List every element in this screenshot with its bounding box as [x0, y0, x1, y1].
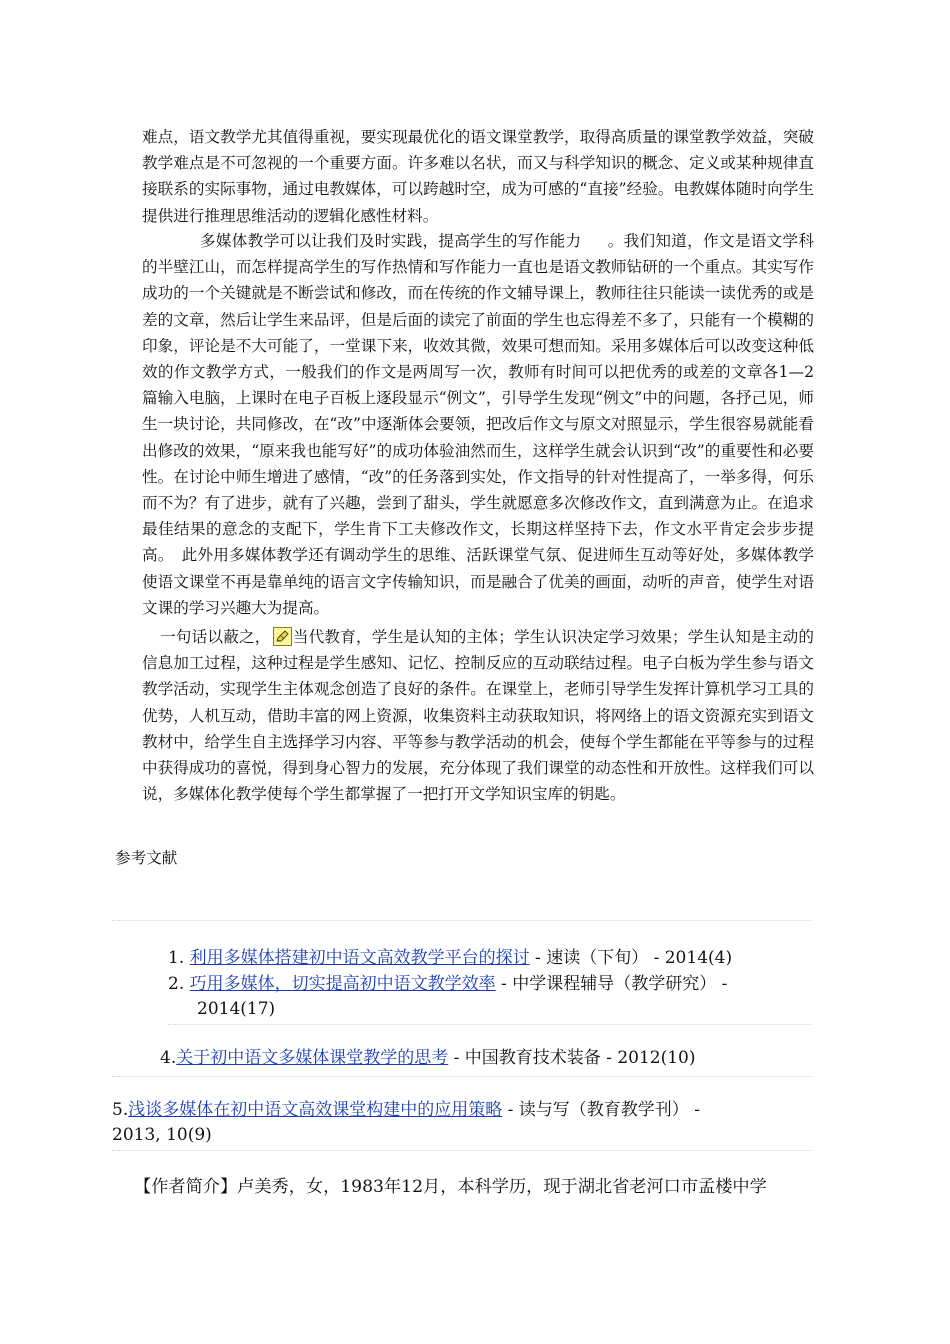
divider — [168, 1024, 812, 1025]
divider — [112, 1076, 812, 1077]
reference-link-2[interactable]: 巧用多媒体，切实提高初中语文教学效率 — [189, 974, 496, 994]
paragraph-lead: 一句话以蔽之， — [160, 628, 271, 646]
divider — [112, 1150, 812, 1151]
reference-source: - 速读（下旬） - 2014(4) — [529, 948, 733, 968]
author-bio: 【作者简介】卢美秀，女，1983年12月，本科学历，现于湖北省老河口市孟楼中学 — [134, 1177, 767, 1197]
reference-year: 2014(17) — [197, 999, 276, 1019]
reference-source: - 中学课程辅导（教学研究） - — [495, 974, 728, 994]
references-heading: 参考文献 — [115, 849, 178, 867]
reference-item-5 — [112, 1098, 812, 1148]
paragraph-writing — [142, 228, 814, 621]
reference-number: 2. — [168, 974, 185, 994]
paragraph-lead: 多媒体教学可以让我们及时实践，提高学生的写作能力 — [200, 232, 582, 250]
reference-number: 1. — [168, 948, 185, 968]
edit-note-icon[interactable] — [273, 627, 292, 646]
reference-year: 2013, 10(9) — [112, 1125, 212, 1145]
paragraph-text: 。我们知道，作文是语文学科的半壁江山，而怎样提高学生的写作热情和写作能力一直也是语文教师钻研的一个重点。其实写作成功的一个关键就是不断尝试和修改，而在传统的作文辅导课上，教师往往只能读一读优秀的或是差的文章，然后让学生来品评，但是后面的读完了前面的学生也忘得差不多了，只能有一个模糊的印象，评论是不大可能了，一堂课下来，收效其微，效果可想而知。采用多媒体后可以改变这种低效的作文教学方式，一般我们的作文是两周写一次，教师有时间可以把优秀的或差的文章各1—2篇输入电脑，上课时在电子百板上逐段显示“例文”，引导学生发现“例文”中的问题，各抒己见，师生一块讨论，共同修改，在“改”中逐渐体会要领，把改后作文与原文对照显示，学生很容易就能看出修改的效果，“原来我也能写好”的成功体验油然而生，这样学生就会认识到“改”的重要性和必要性。在讨论中师生增进了感情，“改”的任务落到实处，作文指导的针对性提高了，一举多得，何乐而不为？有了进步，就有了兴趣，尝到了甜头，学生就愿意多次修改作文，直到满意为止。在追求最佳结果的意念的支配下，学生肯下工夫修改作文，长期这样坚持下去，作文水平肯定会步步提高。 此外用多媒体教学还有调动学生的思维、活跃课堂气氛、促进师生互动等好处，多媒体教学使语文课堂不再是靠单纯的语言文字传输知识，而是融合了优美的画面，动听的声音，使学生对语文课的学习兴趣大为提高。 — [142, 232, 814, 617]
paragraph-text: 难点，语文教学尤其值得重视，要实现最优化的语文课堂教学，取得高质量的课堂教学效益，突破教学难点是不可忽视的一个重要方面。许多难以名状，而又与科学知识的概念、定义或某种规律直接联系的实际事物，通过电教媒体，可以跨越时空，成为可感的“直接”经验。电教媒体随时向学生提供进行推理思维活动的逻辑化感性材料。 — [142, 128, 814, 225]
reference-link-5[interactable]: 浅谈多媒体在初中语文高效课堂构建中的应用策略 — [128, 1100, 503, 1120]
reference-source: - 读与写（教育教学刊） - — [502, 1100, 700, 1120]
reference-item-4 — [160, 1046, 810, 1071]
reference-item-2 — [168, 972, 818, 1022]
paragraph-conclusion — [142, 624, 814, 807]
divider — [112, 920, 812, 921]
reference-number: 5. — [112, 1100, 129, 1120]
reference-link-1[interactable]: 利用多媒体搭建初中语文高效教学平台的探讨 — [189, 948, 530, 968]
reference-link-4[interactable]: 关于初中语文多媒体课堂教学的思考 — [176, 1048, 449, 1068]
paragraph-difficulty — [142, 124, 814, 229]
paragraph-text: 当代教育，学生是认知的主体；学生认识决定学习效果；学生认知是主动的信息加工过程，这种过程是学生感知、记忆、控制反应的互动联结过程。电子白板为学生参与语文教学活动，实现学生主体观念创造了良好的条件。在课堂上，老师引导学生发挥计算机学习工具的优势，人机互动，借助丰富的网上资源，收集资料主动获取知识，将网络上的语文资源充实到语文教材中，给学生自主选择学习内容、平等参与教学活动的机会，使每个学生都能在平等参与的过程中获得成功的喜悦，得到身心智力的发展，充分体现了我们课堂的动态性和开放性。这样我们可以说，多媒体化教学使每个学生都掌握了一把打开文学知识宝库的钥匙。 — [142, 628, 814, 804]
reference-number: 4. — [160, 1048, 177, 1068]
reference-source: - 中国教育技术装备 - 2012(10) — [448, 1048, 696, 1068]
reference-item-1 — [168, 946, 818, 971]
